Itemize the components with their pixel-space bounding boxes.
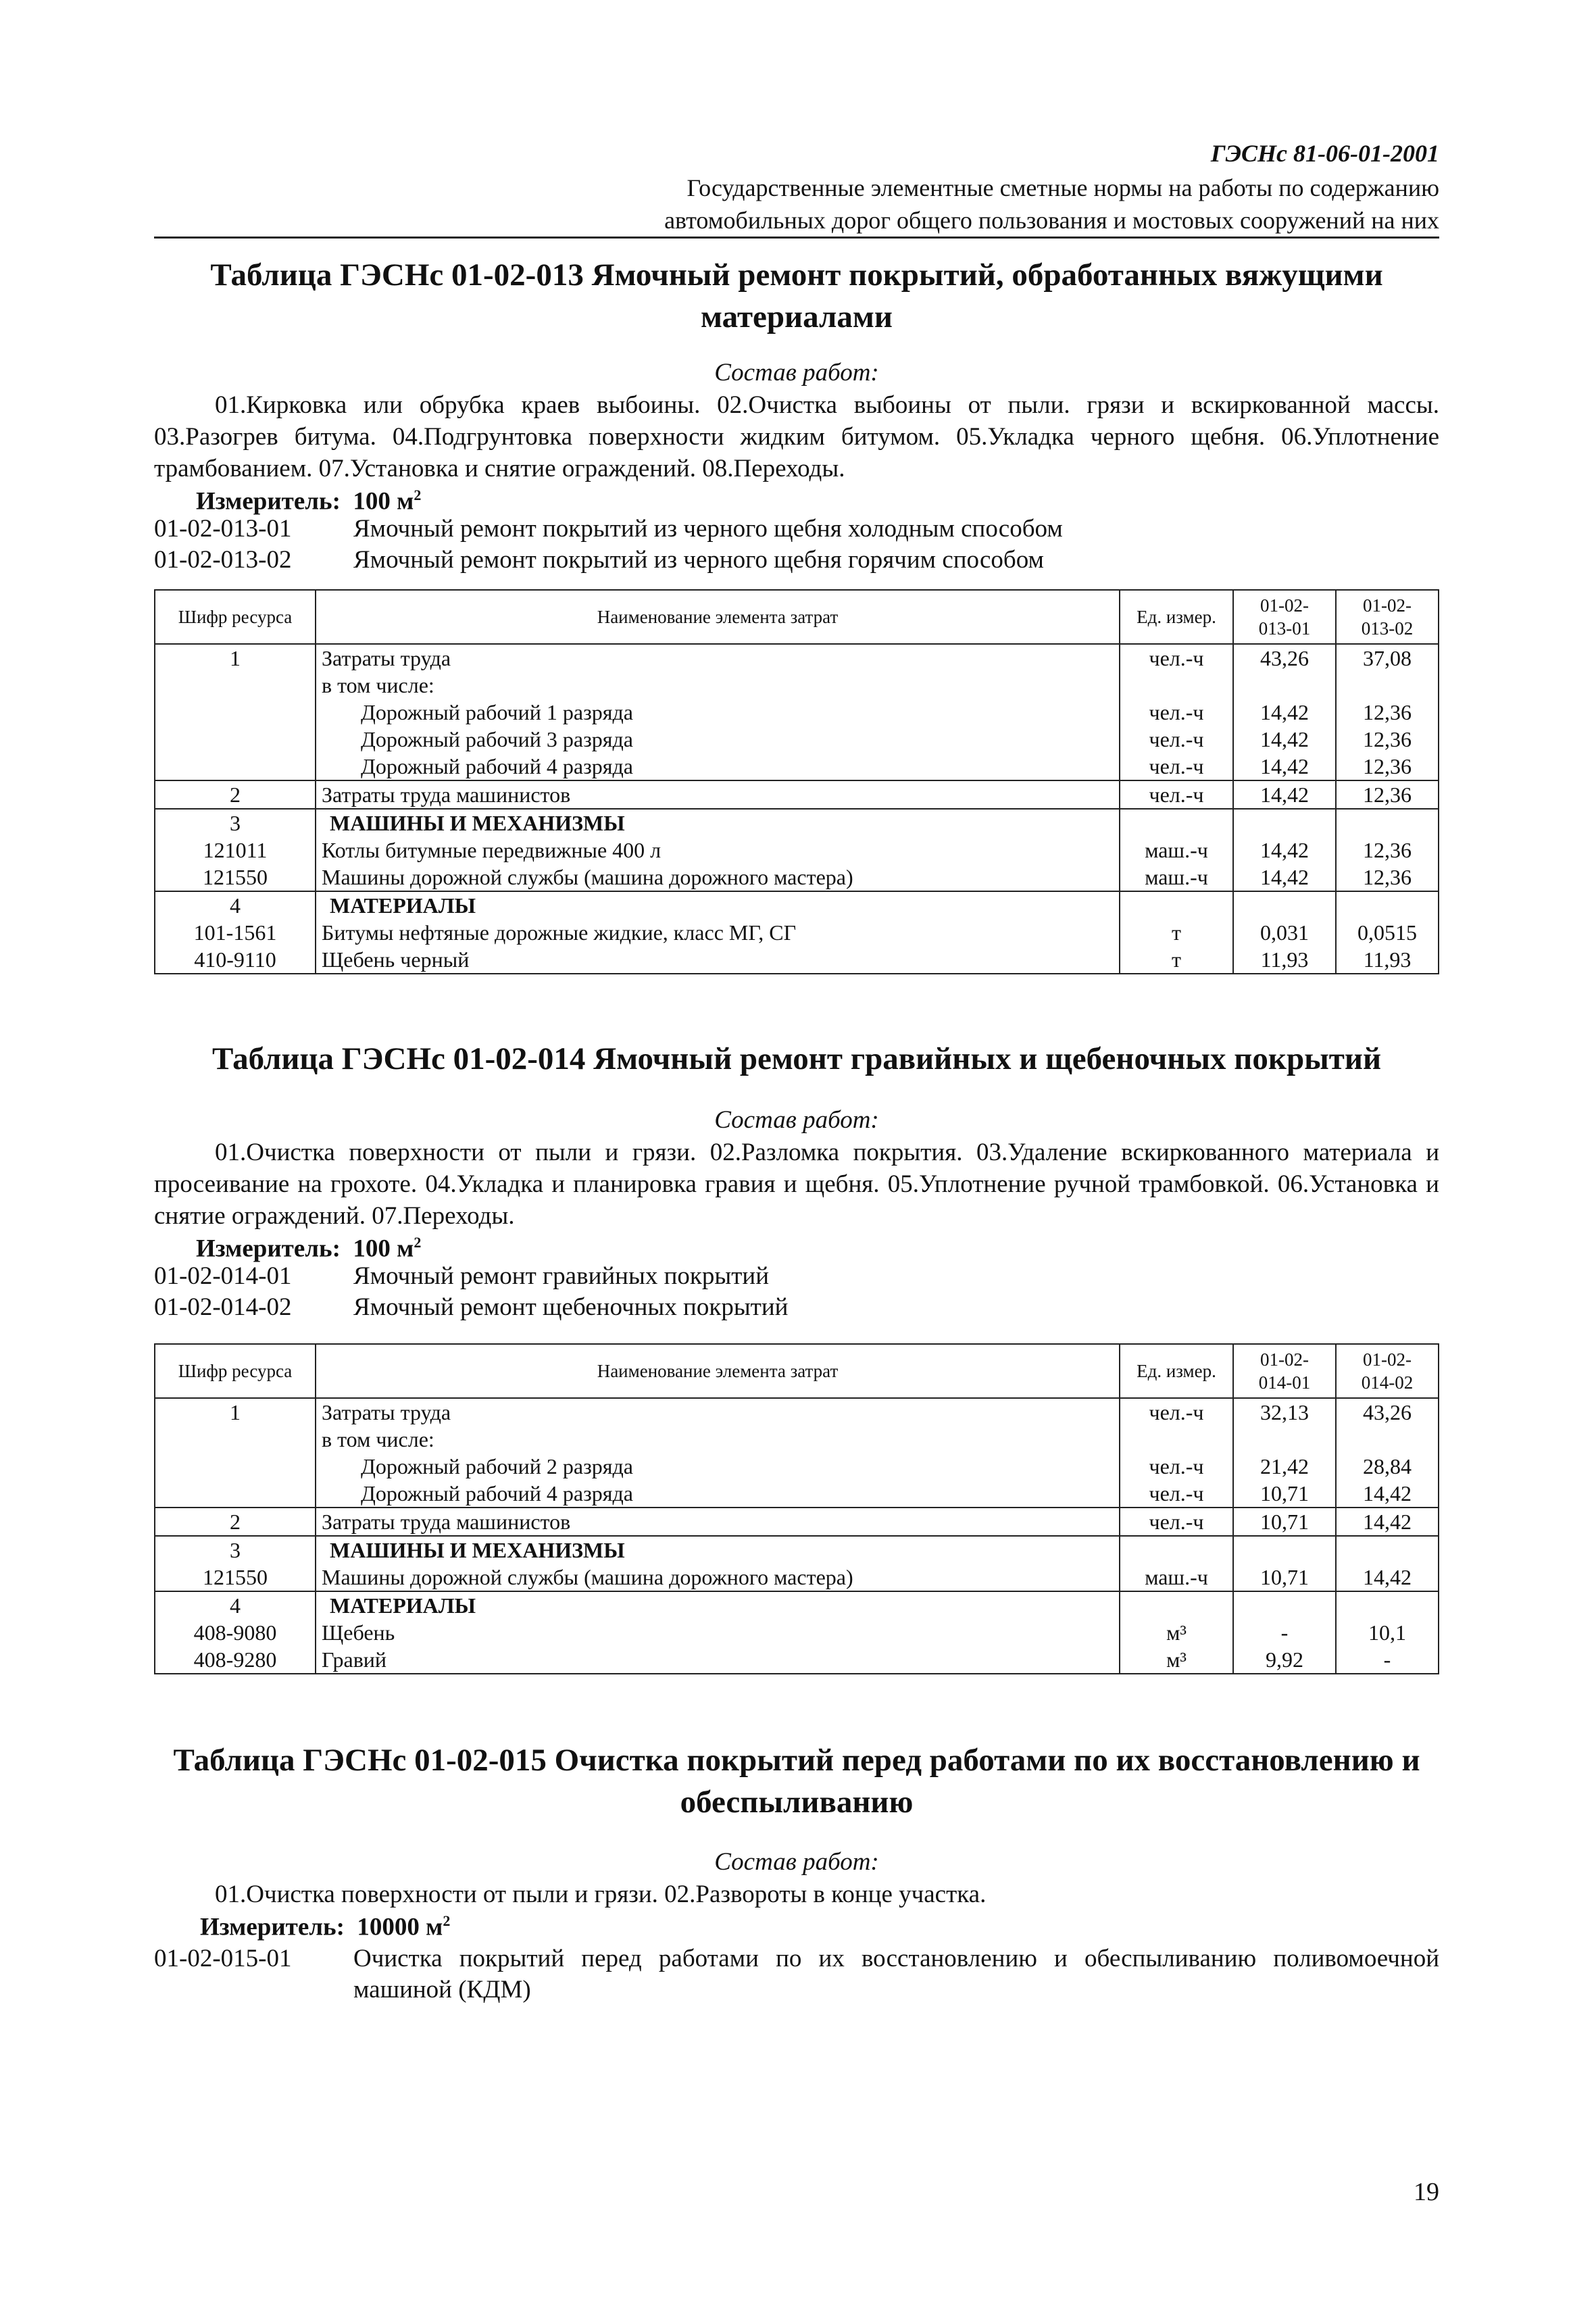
table-014-works: 01.Очистка поверхности от пыли и грязи. 02.Разломка покрытия. 03.Удаление вскиркованного материала и просеивание на грохоте. 04.Укладка и планировка гравия и щебня. 05.Уплотнение ручной трамбовкой. 06.Установка и снятие ограждений. 07.Переходы. [154,1139,1439,1230]
table-014-measure-value: 100 м [353,1235,414,1263]
table-015-sostav-label: Состав работ: [714,1848,879,1876]
variant-row [154,1261,1439,1292]
cell-resource-code [155,699,316,726]
cell-unit: чел.-ч [1120,644,1233,672]
cell-value-2: 14,42 [1336,1480,1439,1508]
cell-value-1: 9,92 [1233,1646,1336,1674]
table-015-title-line-2: обеспыливанию [680,1785,914,1820]
table-013-head-v2-line-1: 01-02- [1363,595,1412,616]
cell-value-1: 10,71 [1233,1508,1336,1536]
cell-value-2: 14,42 [1336,1508,1439,1536]
table-013-title [154,254,1439,338]
table-013-title-line-1: Таблица ГЭСНс 01-02-013 Ямочный ремонт покрытий, обработанных вяжущими [210,257,1383,293]
variant-row [154,1292,1439,1323]
cell-value-1: 43,26 [1233,644,1336,672]
cell-value-1: 10,71 [1233,1480,1336,1508]
table-014-head-code: Шифр ресурса [155,1344,316,1398]
table-014-head-v1-line-1: 01-02- [1260,1349,1309,1370]
cell-value-2: 0,0515 [1336,919,1439,946]
cell-value-1: 21,42 [1233,1453,1336,1480]
table-015-works: 01.Очистка поверхности от пыли и грязи. 02.Развороты в конце участка. [215,1881,987,1908]
table-row [155,753,1439,780]
table-015-variants [154,1943,1439,2006]
cell-cost-element: Щебень черный [316,946,1120,974]
cell-value-2: 12,36 [1336,837,1439,864]
table-015-title [154,1739,1439,1823]
cell-value-1: 14,42 [1233,699,1336,726]
table-015-title-line-1: Таблица ГЭСНс 01-02-015 Очистка покрытий перед работами по их восстановлению и [173,1743,1420,1778]
table-013-variants [154,514,1439,576]
variant-code: 01-02-014-01 [154,1262,292,1290]
table-row [155,1508,1439,1536]
cell-cost-element: Дорожный рабочий 1 разряда [316,699,1120,726]
cell-unit: т [1120,946,1233,974]
cell-unit: маш.-ч [1120,1564,1233,1591]
header-rule [154,237,1439,239]
cell-value-1 [1233,1591,1336,1619]
variant-code: 01-02-014-02 [154,1293,292,1321]
table-row [155,726,1439,753]
cell-cost-element: Щебень [316,1619,1120,1646]
cell-value-2: 28,84 [1336,1453,1439,1480]
cell-value-2: 37,08 [1336,644,1439,672]
variant-code: 01-02-013-02 [154,546,292,574]
table-row [155,1426,1439,1453]
table-row [155,780,1439,809]
table-013-sostav-label: Состав работ: [714,359,879,387]
cell-resource-code: 3 [155,1536,316,1564]
table-015-measure-sup: 2 [443,1912,451,1929]
cell-value-1: 14,42 [1233,837,1336,864]
cell-cost-element: Машины дорожной службы (машина дорожного мастера) [316,1564,1120,1591]
cell-value-2 [1336,809,1439,837]
table-row [155,946,1439,974]
cell-cost-element: МАТЕРИАЛЫ [316,891,1120,919]
cell-resource-code: 4 [155,891,316,919]
variant-text: Ямочный ремонт щебеночных покрытий [353,1293,789,1321]
cell-resource-code [155,753,316,780]
table-014-head-v2 [1336,1344,1439,1398]
cell-value-2 [1336,672,1439,699]
table-014-head-v1-line-2: 014-01 [1258,1372,1311,1393]
cell-resource-code: 121550 [155,1564,316,1591]
table-row [155,699,1439,726]
cell-value-1: - [1233,1619,1336,1646]
variant-code: 01-02-013-01 [154,515,292,543]
cell-resource-code: 121550 [155,864,316,891]
cell-cost-element: в том числе: [316,1426,1120,1453]
document-title-line-2: автомобильных дорог общего пользования и мостовых сооружений на них [664,207,1439,234]
cell-value-1: 10,71 [1233,1564,1336,1591]
table-row [155,919,1439,946]
variant-text: Ямочный ремонт покрытий из черного щебня горячим способом [353,546,1044,574]
table-013-works: 01.Кирковка или обрубка краев выбоины. 02.Очистка выбоины от пыли. грязи и вскиркованной массы. 03.Разогрев битума. 04.Подгрунтовка поверхности жидким битумом. 05.Укладка черного щебня. 06.Уплотнение трамбованием. 07.Установка и снятие ограждений. 08.Переходы. [154,391,1439,482]
cell-cost-element: Затраты труда машинистов [316,780,1120,809]
table-014-head-v2-line-1: 01-02- [1363,1349,1412,1370]
cell-cost-element: Дорожный рабочий 4 разряда [316,1480,1120,1508]
cell-unit: чел.-ч [1120,1508,1233,1536]
cell-value-1: 14,42 [1233,780,1336,809]
cell-resource-code [155,1480,316,1508]
cell-cost-element: Дорожный рабочий 3 разряда [316,726,1120,753]
table-013-header-row [155,590,1439,644]
table-014-measure [196,1234,421,1263]
cell-cost-element: Котлы битумные передвижные 400 л [316,837,1120,864]
table-row [155,1480,1439,1508]
variant-row [154,514,1439,545]
table-014-head-name: Наименование элемента затрат [316,1344,1120,1398]
table-014-head-v1 [1233,1344,1336,1398]
cell-value-1 [1233,891,1336,919]
cell-resource-code: 408-9280 [155,1646,316,1674]
cell-unit: чел.-ч [1120,1480,1233,1508]
table-row [155,1536,1439,1564]
cell-resource-code: 101-1561 [155,919,316,946]
table-013-head-unit: Ед. измер. [1120,590,1233,644]
table-014 [154,1343,1439,1674]
cell-value-2: 12,36 [1336,726,1439,753]
cell-value-2: 12,36 [1336,864,1439,891]
table-row [155,1619,1439,1646]
table-015-measure-value: 10000 м [357,1913,443,1941]
table-row [155,837,1439,864]
cell-cost-element: в том числе: [316,672,1120,699]
document-title [149,172,1439,237]
table-013-head-v2-line-2: 013-02 [1361,618,1414,639]
table-014-head-unit: Ед. измер. [1120,1344,1233,1398]
cell-cost-element: МАТЕРИАЛЫ [316,1591,1120,1619]
table-row [155,809,1439,837]
table-row [155,1591,1439,1619]
cell-resource-code [155,1426,316,1453]
cell-value-1: 32,13 [1233,1398,1336,1426]
cell-unit: м³ [1120,1619,1233,1646]
table-013-title-line-2: материалами [700,299,893,334]
table-013-head-code: Шифр ресурса [155,590,316,644]
cell-unit [1120,1426,1233,1453]
cell-value-2: 10,1 [1336,1619,1439,1646]
cell-unit [1120,1536,1233,1564]
table-row [155,644,1439,672]
cell-resource-code: 1 [155,644,316,672]
cell-cost-element: Битумы нефтяные дорожные жидкие, класс МГ, СГ [316,919,1120,946]
cell-value-2 [1336,891,1439,919]
cell-unit: чел.-ч [1120,1398,1233,1426]
cell-resource-code [155,672,316,699]
cell-unit: чел.-ч [1120,699,1233,726]
cell-value-2: - [1336,1646,1439,1674]
table-014-measure-label: Измеритель: [196,1235,341,1263]
cell-unit: м³ [1120,1646,1233,1674]
cell-cost-element: Дорожный рабочий 2 разряда [316,1453,1120,1480]
table-014-variants [154,1261,1439,1323]
cell-unit [1120,672,1233,699]
cell-cost-element: Машины дорожной службы (машина дорожного мастера) [316,864,1120,891]
cell-value-2: 11,93 [1336,946,1439,974]
cell-cost-element: Затраты труда [316,644,1120,672]
table-013-measure-value: 100 м [353,487,414,516]
page-number: 19 [1414,2178,1439,2206]
table-014-measure-sup: 2 [414,1234,422,1251]
cell-resource-code: 4 [155,1591,316,1619]
cell-cost-element: Гравий [316,1646,1120,1674]
cell-value-1: 0,031 [1233,919,1336,946]
table-013 [154,589,1439,974]
variant-row [154,1943,1439,2006]
cell-cost-element: Затраты труда машинистов [316,1508,1120,1536]
document-code: ГЭСНс 81-06-01-2001 [1210,140,1439,167]
cell-cost-element: МАШИНЫ И МЕХАНИЗМЫ [316,1536,1120,1564]
cell-value-2: 12,36 [1336,753,1439,780]
cell-resource-code: 410-9110 [155,946,316,974]
cell-unit: чел.-ч [1120,753,1233,780]
table-row [155,1398,1439,1426]
variant-code: 01-02-015-01 [154,1945,292,1972]
variant-row [154,545,1439,576]
cell-value-1: 14,42 [1233,864,1336,891]
cell-cost-element: МАШИНЫ И МЕХАНИЗМЫ [316,809,1120,837]
cell-value-2: 12,36 [1336,780,1439,809]
table-013-head-v1-line-1: 01-02- [1260,595,1309,616]
cell-cost-element: Дорожный рабочий 4 разряда [316,753,1120,780]
cell-value-1 [1233,809,1336,837]
table-row [155,1646,1439,1674]
cell-value-1 [1233,1426,1336,1453]
cell-unit: чел.-ч [1120,1453,1233,1480]
cell-value-1 [1233,672,1336,699]
cell-value-2 [1336,1426,1439,1453]
cell-resource-code: 2 [155,1508,316,1536]
cell-value-2 [1336,1536,1439,1564]
table-row [155,1453,1439,1480]
cell-resource-code [155,1453,316,1480]
table-014-head-v2-line-2: 014-02 [1361,1372,1414,1393]
table-013-measure-sup: 2 [414,487,422,503]
table-013-measure [196,487,421,516]
cell-value-2: 14,42 [1336,1564,1439,1591]
cell-cost-element: Затраты труда [316,1398,1120,1426]
table-014-title: Таблица ГЭСНс 01-02-014 Ямочный ремонт гравийных и щебеночных покрытий [211,1041,1382,1076]
variant-text: Ямочный ремонт покрытий из черного щебня холодным способом [353,515,1063,543]
cell-value-1: 14,42 [1233,753,1336,780]
cell-value-1: 14,42 [1233,726,1336,753]
table-013-head-v2 [1336,590,1439,644]
variant-text: Ямочный ремонт гравийных покрытий [353,1262,769,1290]
cell-resource-code [155,726,316,753]
cell-resource-code: 408-9080 [155,1619,316,1646]
cell-unit: т [1120,919,1233,946]
table-013-head-v1 [1233,590,1336,644]
table-row [155,1564,1439,1591]
table-013-head-name: Наименование элемента затрат [316,590,1120,644]
cell-unit [1120,891,1233,919]
cell-value-2 [1336,1591,1439,1619]
table-013-head-v1-line-2: 013-01 [1258,618,1311,639]
cell-value-1: 11,93 [1233,946,1336,974]
table-014-header-row [155,1344,1439,1398]
cell-resource-code: 2 [155,780,316,809]
cell-unit [1120,1591,1233,1619]
cell-unit: чел.-ч [1120,726,1233,753]
cell-unit: маш.-ч [1120,864,1233,891]
table-015-measure-label: Измеритель: [200,1913,345,1941]
table-014-sostav-label: Состав работ: [714,1106,879,1134]
cell-resource-code: 121011 [155,837,316,864]
cell-resource-code: 3 [155,809,316,837]
variant-text: Очистка покрытий перед работами по их восстановлению и обеспыливанию поливомоечной машиной (КДМ) [353,1945,1439,2003]
document-title-line-1: Государственные элементные сметные нормы на работы по содержанию [687,174,1439,201]
cell-value-2: 12,36 [1336,699,1439,726]
cell-unit: чел.-ч [1120,780,1233,809]
table-row [155,864,1439,891]
cell-unit [1120,809,1233,837]
table-013-measure-label: Измеритель: [196,487,341,516]
table-row [155,891,1439,919]
cell-value-1 [1233,1536,1336,1564]
cell-unit: маш.-ч [1120,837,1233,864]
cell-value-2: 43,26 [1336,1398,1439,1426]
cell-resource-code: 1 [155,1398,316,1426]
table-row [155,672,1439,699]
table-015-measure [200,1912,450,1941]
